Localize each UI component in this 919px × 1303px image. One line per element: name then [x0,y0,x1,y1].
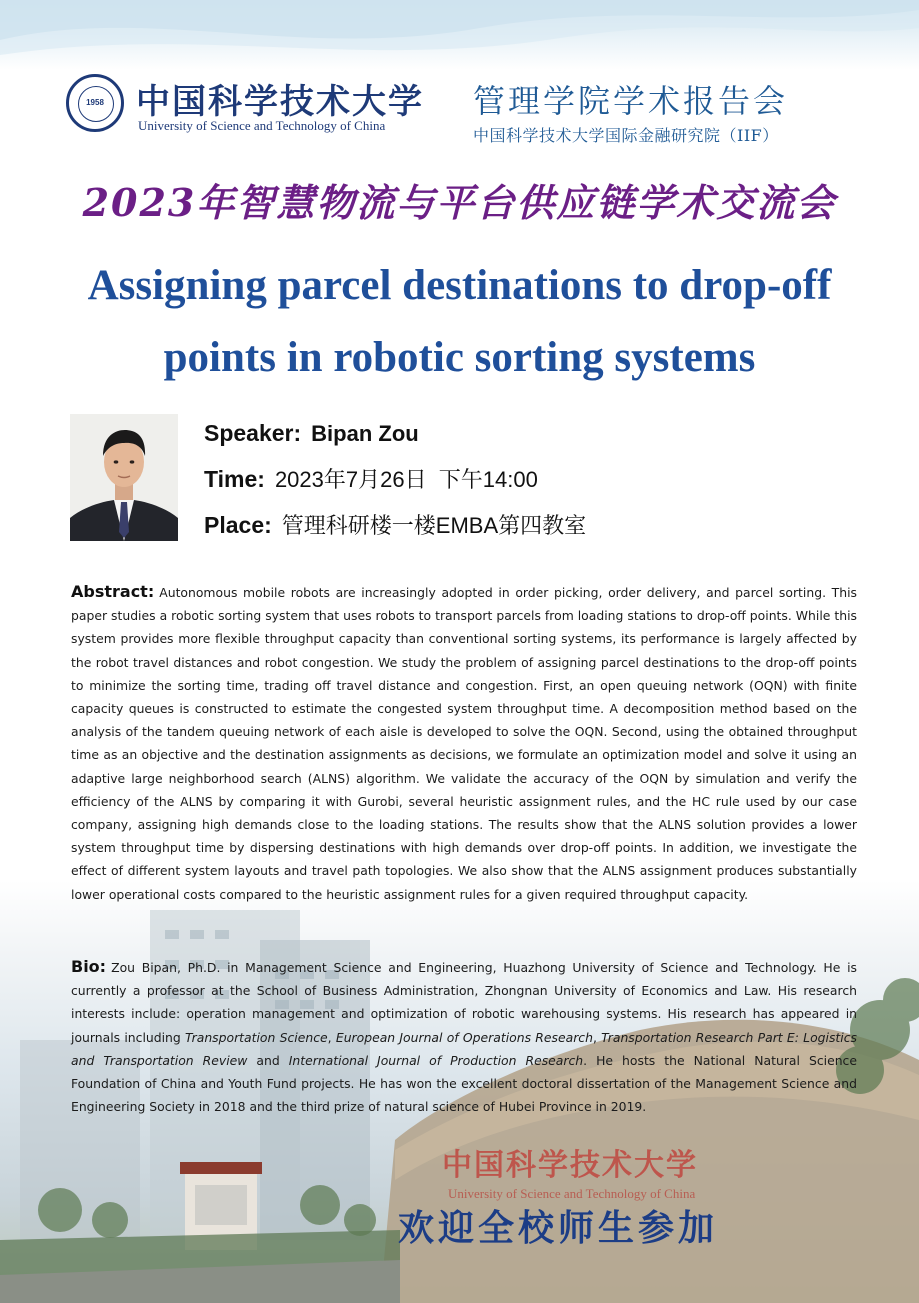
bio-section [71,955,857,1118]
talk-title: Assigning parcel destinations to drop-off points in robotic sorting systems [87,262,832,381]
journal-3: Transportation Research Part E: Logistics and Transportation Review [71,1029,857,1068]
event-title: 2023年智慧物流与平台供应链学术交流会 [82,180,837,225]
speaker-photo [70,414,178,541]
time-label: Time: [204,466,265,492]
journal-2: European Journal of Operations Research [335,1029,593,1045]
time-row [204,461,844,507]
top-wave-decoration [0,0,919,70]
seal-year: 1958 [86,98,104,107]
series-title: 管理学院学术报告会 [473,82,789,120]
speaker-row [204,415,844,461]
university-seal-icon [66,74,124,132]
university-name-cn: 中国科学技术大学 [136,82,424,122]
abstract-text: Autonomous mobile robots are increasingly adopted in order picking, order delivery, and parcel sorting. This paper studies a robotic sorting system that uses robots to transport parcels from loading stations to drop-off points. While this system provides more flexible throughput capacity than conventional sorting systems, its performance is largely affected by the robot travel distances and robot congestion. We study the problem of assigning parcel destinations to the drop-off points to minimize the sorting time, trading off travel distance and congestion. First, an open queuing network (OQN) with finite capacity queues is constructed to estimate the congested system throughput time. A decomposition method based on the analysis of the tandem queuing network of each aisle is developed to solve the OQN. Second, using the obtained throughput time as an objective and the destination assignments as decisions, we formulate an optimization model and solve it using an adaptive large neighborhood search (ALNS) algorithm. We validate the accuracy of the OQN by simulation and verify the efficiency of the ALNS by comparing it with Gurobi, several heuristic assignment rules, and the HC rule used by our case company, assigning high demands close to the loading stations. The results show that the ALNS solution provides a lower system throughput time by dispersing destinations with high demands over drop-off points. In addition, we investigate the effect of different system layouts and travel path topologies. We also show that the ALNS assignment produces substantially lower operational costs compared to the heuristic assignment rules for a given required throughput capacity. [71,585,857,902]
bio-text-2: . He hosts the National Natural Science Foundation of China and Youth Fund projects. He has won the excellent doctoral dissertation of the Management Science and Engineering Society in 2018 and the third prize of natural science of Hubei Province in 2019. [71,1052,857,1115]
bio-label: Bio: [71,957,107,976]
time-value: 2023年7月26日 下午14:00 [274,467,538,492]
welcome-slogan: 欢迎全校师生参加 [398,1207,719,1249]
place-value: 管理科研楼一楼EMBA第四教室 [281,513,587,538]
university-name-en: University of Science and Technology of China [138,118,386,133]
abstract-section [71,580,857,906]
bio-text-1: Zou Bipan, Ph.D. in Management Science and Engineering, Huazhong University of Science and Technology. He is currently a professor at the School of Business Administration, Zhongnan University of Economics and Law. His research interests include: operation management and optimization of robotic warehousing systems. His research has appeared in journals including [71,960,857,1045]
journal-1: Transportation Science [185,1029,328,1045]
rock-inscription-cn: 中国科学技术大学 [442,1148,698,1183]
bio-separator-3: and [247,1052,289,1068]
place-label: Place: [204,512,272,538]
place-row [204,507,844,553]
rock-inscription-en: University of Science and Technology of China [448,1186,696,1201]
talk-info [204,415,844,553]
ustc-logo [66,74,486,136]
series-subtitle: 中国科学技术大学国际金融研究院（IIF） [473,126,779,145]
bio-separator-1: , [327,1029,336,1045]
speaker-label: Speaker: [204,420,302,446]
speaker-name: Bipan Zou [311,421,419,446]
journal-4: International Journal of Production Research [288,1052,584,1068]
bio-separator-2: , [592,1029,602,1045]
abstract-label: Abstract: [71,582,155,601]
